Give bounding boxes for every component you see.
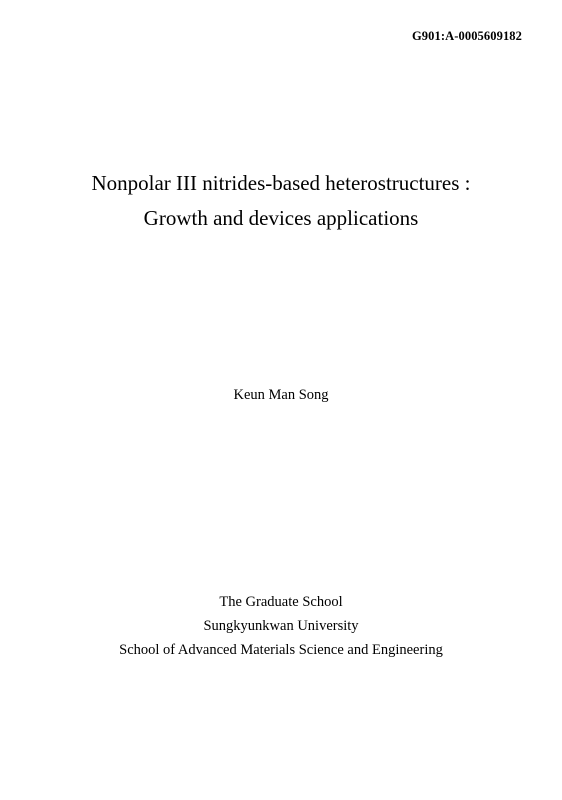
- university-name: Sungkyunkwan University: [203, 618, 359, 634]
- title-line-2: Growth and devices applications: [143, 206, 419, 230]
- title-line-1: Nonpolar III nitrides-based heterostructures :: [91, 171, 471, 195]
- graduate-school: The Graduate School: [219, 594, 343, 610]
- document-id-code: G901:A-0005609182: [411, 29, 522, 43]
- institution-block: [0, 590, 562, 662]
- author-name: Keun Man Song: [233, 387, 329, 403]
- department-name: School of Advanced Materials Science and Engineering: [119, 642, 443, 658]
- thesis-title: [0, 166, 562, 236]
